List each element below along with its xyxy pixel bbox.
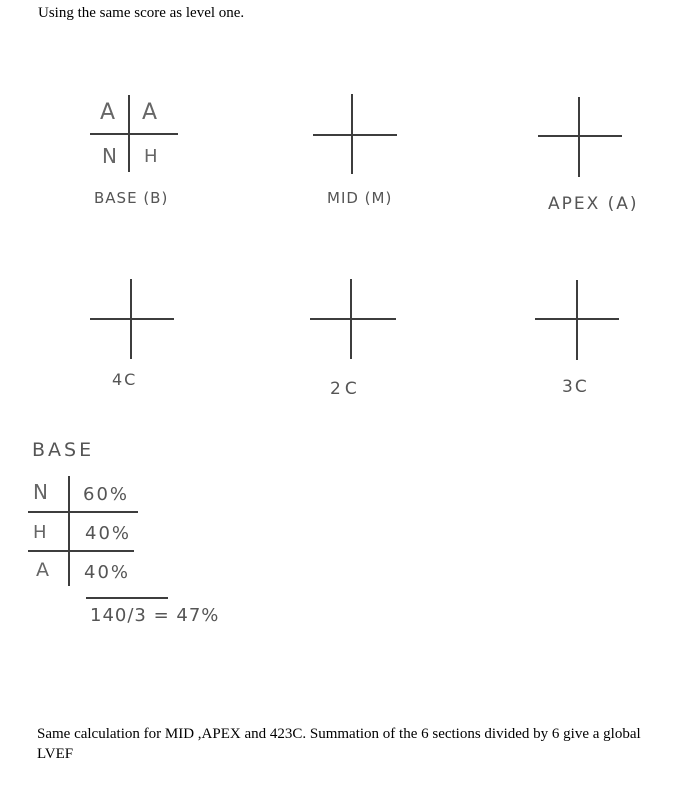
base-result: 140/3 = 47% [90, 605, 220, 626]
apex-cross-vertical [578, 97, 580, 177]
base-table-divider-row1 [28, 511, 138, 513]
3c-cross-vertical [576, 280, 578, 360]
footer-explanation: Same calculation for MID ,APEX and 423C. Summation of the 6 sections divided by 6 give a global LVEF [37, 726, 641, 762]
base-row-value: 40% [85, 523, 132, 544]
base-table-title: BASE [32, 439, 95, 461]
base-cross-vertical [128, 95, 130, 172]
apex-cross-label: APEX (A) [548, 194, 639, 214]
4c-cross-label: 4C [112, 370, 138, 389]
2c-cross-label: 2C [330, 379, 361, 399]
base-cross-label: BASE (B) [94, 189, 169, 207]
base-quadrant-bottom-right: H [144, 146, 160, 167]
base-row-value: 60% [83, 484, 130, 505]
base-table-divider-vertical [68, 476, 70, 586]
header-instruction: Using the same score as level one. [38, 5, 245, 21]
mid-cross-vertical [351, 94, 353, 174]
base-row-region: A [36, 559, 51, 581]
base-quadrant-top-right: A [142, 100, 160, 125]
3c-cross-label: 3C [562, 377, 589, 397]
mid-cross-label: MID (M) [327, 189, 393, 207]
4c-cross-horizontal [90, 318, 174, 320]
base-cross-horizontal [90, 133, 178, 135]
base-row-value: 40% [84, 562, 131, 583]
base-quadrant-top-left: A [100, 100, 118, 125]
mid-cross-horizontal [313, 134, 397, 136]
2c-cross-vertical [350, 279, 352, 359]
4c-cross-vertical [130, 279, 132, 359]
base-table-divider-row2 [28, 550, 134, 552]
base-row-region: H [33, 522, 49, 543]
2c-cross-horizontal [310, 318, 396, 320]
base-row-region: N [33, 480, 50, 504]
apex-cross-horizontal [538, 135, 622, 137]
base-quadrant-bottom-left: N [102, 144, 119, 168]
base-table-result-line [86, 597, 168, 599]
